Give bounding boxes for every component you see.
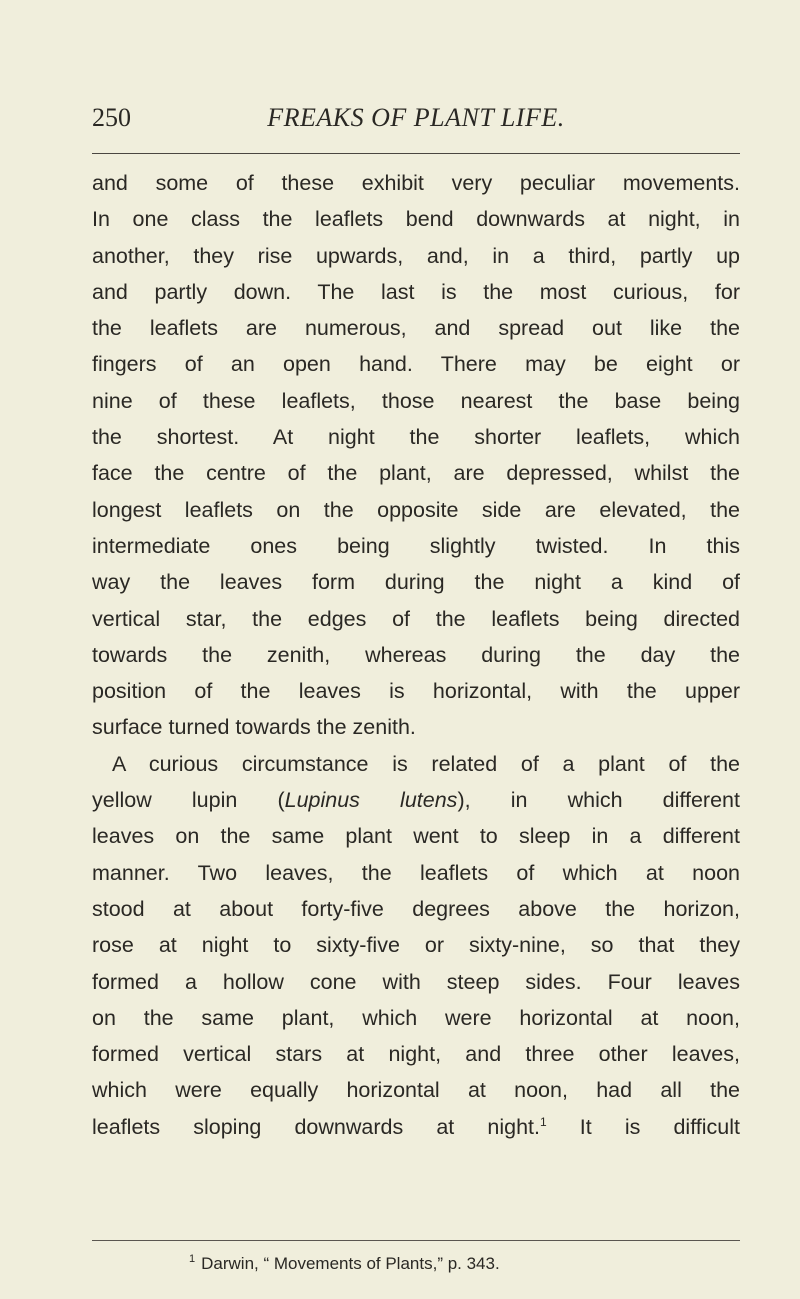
text-segment: yellow lupin ( <box>92 788 285 813</box>
text-line: and some of these exhibit very peculiar movements. <box>92 171 740 195</box>
text-line: fingers of an open hand. There may be eight or <box>92 352 740 377</box>
header-rule <box>92 153 740 154</box>
text-line: the shortest. At night the shorter leaflets, which <box>92 425 740 450</box>
text-segment: It is difficult <box>546 1114 740 1139</box>
text-line: position of the leaves is horizontal, with the upper <box>92 679 740 704</box>
text-line: and partly down. The last is the most curious, for <box>92 279 740 304</box>
body-text <box>92 165 740 1145</box>
text-line: the leaflets are numerous, and spread out like the <box>92 316 740 341</box>
text-line: manner. Two leaves, the leaflets of which at noon <box>92 860 740 885</box>
text-line: surface turned towards the zenith. <box>92 715 416 740</box>
text-line: which were equally horizontal at noon, had all the <box>92 1078 740 1103</box>
footnote-reference: 1 <box>539 1114 547 1129</box>
text-line: towards the zenith, whereas during the day the <box>92 642 740 667</box>
text-line: formed a hollow cone with steep sides. Four leaves <box>92 969 740 994</box>
paragraph-first-line: A curious circumstance is related of a plant of the <box>112 751 740 776</box>
text-line: In one class the leaflets bend downwards at night, in <box>92 207 740 232</box>
page-number: 250 <box>92 103 131 132</box>
footnote-rule <box>92 1240 740 1241</box>
footnote-marker: 1 <box>189 1253 196 1266</box>
species-name: Lupinus lutens <box>284 788 458 813</box>
footnote-text: Darwin, “ Movements of Plants,” p. 343. <box>201 1254 500 1273</box>
text-line: longest leaflets on the opposite side are elevated, the <box>92 497 740 522</box>
text-line: vertical star, the edges of the leaflets being directed <box>92 606 740 631</box>
text-line <box>92 782 740 818</box>
footnote <box>189 1249 500 1279</box>
text-line <box>92 1109 740 1145</box>
text-line: on the same plant, which were horizontal at noon, <box>92 1005 740 1030</box>
text-line: rose at night to sixty-five or sixty-nine, so that they <box>92 933 740 958</box>
running-head <box>92 100 740 136</box>
running-title: FREAKS OF PLANT LIFE. <box>267 103 565 132</box>
text-segment: leaflets sloping downwards at night. <box>92 1114 540 1139</box>
text-line: face the centre of the plant, are depressed, whilst the <box>92 461 740 486</box>
text-line: leaves on the same plant went to sleep in a different <box>92 824 740 849</box>
text-line: way the leaves form during the night a kind of <box>92 570 740 595</box>
text-line: nine of these leaflets, those nearest the base being <box>92 388 740 413</box>
text-line: another, they rise upwards, and, in a third, partly up <box>92 243 740 268</box>
text-segment: ), in which different <box>457 788 740 813</box>
text-line: intermediate ones being slightly twisted. In this <box>92 533 740 558</box>
text-line: stood at about forty-five degrees above the horizon, <box>92 896 740 921</box>
text-line: formed vertical stars at night, and three other leaves, <box>92 1042 740 1067</box>
